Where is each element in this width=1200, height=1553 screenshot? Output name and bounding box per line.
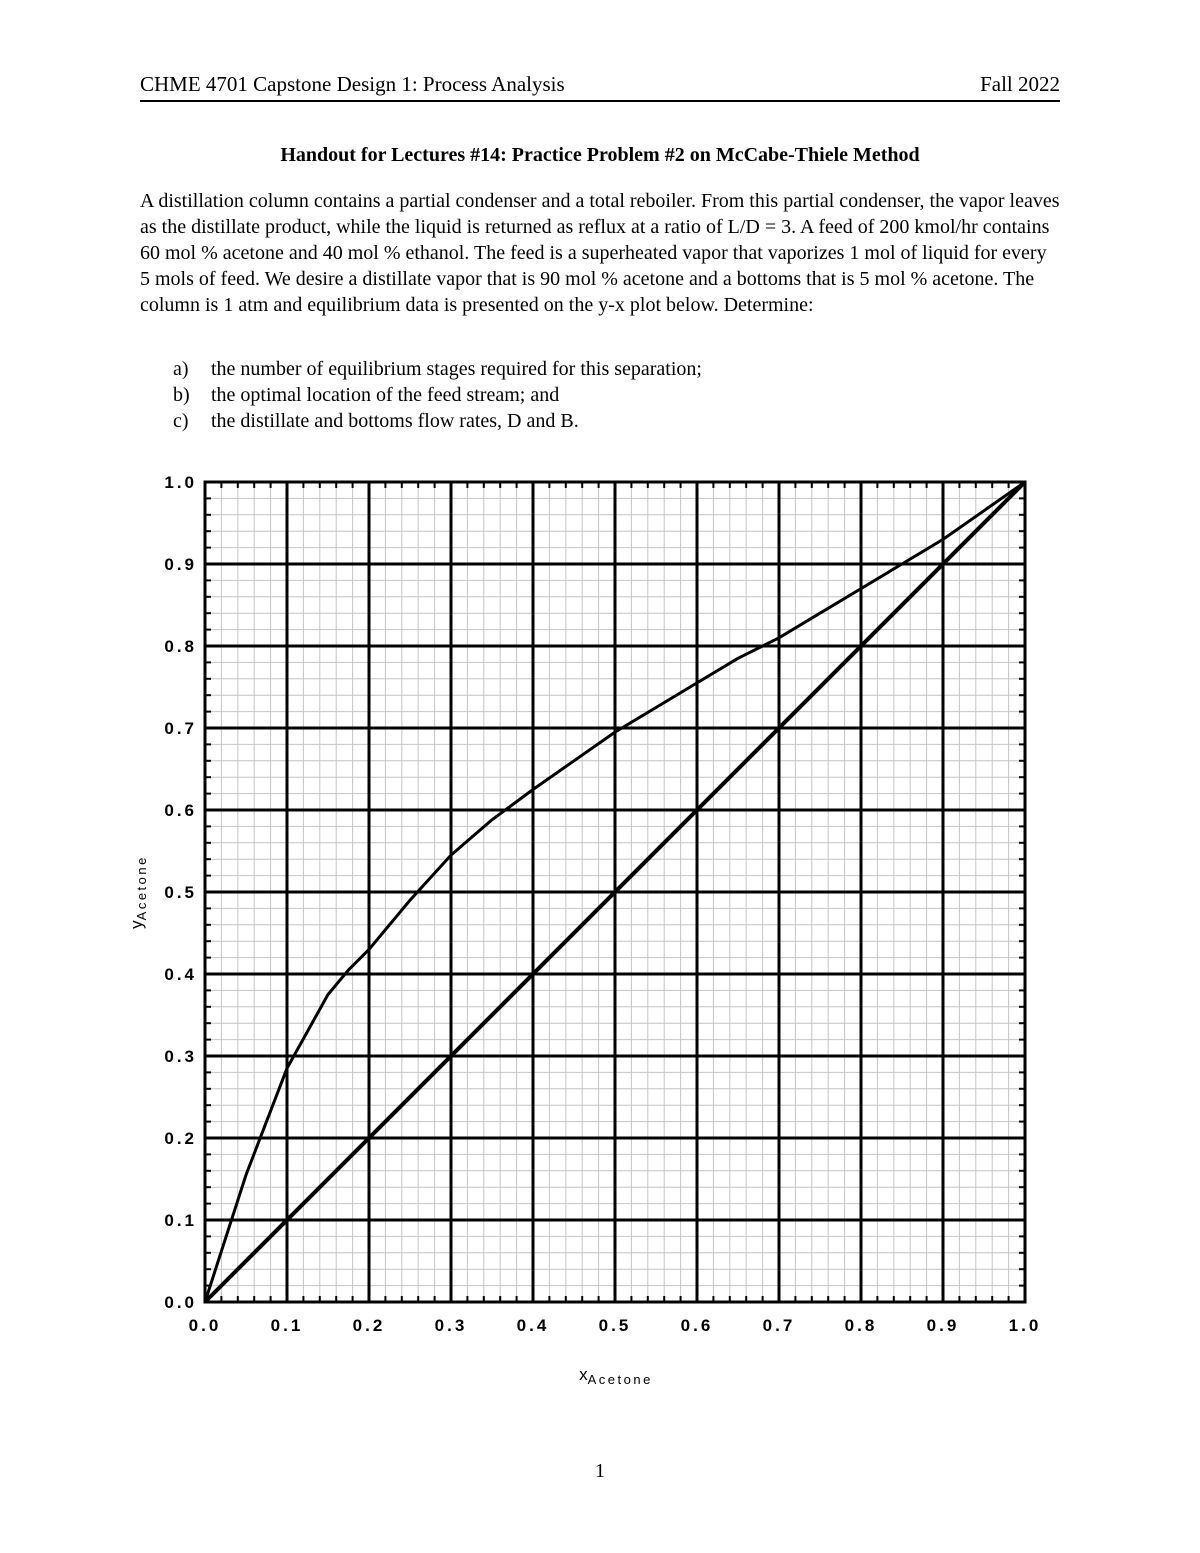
list-item-text: the optimal location of the feed stream; and bbox=[211, 384, 560, 406]
list-item-text: the number of equilibrium stages required for this separation; bbox=[211, 358, 702, 380]
problem-statement: A distillation column contains a partial condenser and a total reboiler. From this partial condenser, the vapor leaves as the distillate product, while the liquid is returned as reflux at a ratio of L/D = 3. A feed of 200 kmol/hr contains 60 mol % acetone and 40 mol % ethanol. The feed is a superheated vapor that vaporizes 1 mol of liquid for every 5 mols of feed. We desire a distillate vapor that is 90 mol % acetone and a bottoms that is 5 mol % acetone. The column is 1 atm and equilibrium data is presented on the y-x plot below. Determine: bbox=[140, 190, 1060, 316]
y-tick-label: 0.4 bbox=[164, 965, 197, 984]
y-axis-label-sub: Acetone bbox=[134, 855, 149, 921]
list-item-text: the distillate and bottoms flow rates, D and B. bbox=[211, 410, 579, 432]
list-marker: b) bbox=[173, 384, 190, 406]
list-item bbox=[173, 382, 702, 408]
x-tick-label: 0.7 bbox=[762, 1316, 796, 1335]
y-tick-label: 1.0 bbox=[164, 473, 197, 492]
y-axis-label-base: y bbox=[127, 920, 146, 929]
y-tick-label: 0.8 bbox=[164, 637, 197, 656]
y-tick-label: 0.6 bbox=[164, 801, 197, 820]
x-tick-label: 0.8 bbox=[844, 1316, 878, 1335]
x-axis-label-base: x bbox=[579, 1365, 588, 1384]
x-tick-label: 0.9 bbox=[926, 1316, 960, 1335]
y-tick-label: 0.3 bbox=[164, 1047, 197, 1066]
y-tick-label: 0.2 bbox=[164, 1129, 197, 1148]
page-header bbox=[140, 72, 1060, 102]
y-tick-label: 0.9 bbox=[164, 555, 197, 574]
y-tick-label: 0.0 bbox=[164, 1293, 197, 1312]
x-tick-label: 0.0 bbox=[188, 1316, 222, 1335]
x-axis-label bbox=[579, 1365, 653, 1387]
x-tick-label: 0.4 bbox=[516, 1316, 550, 1335]
x-tick-label: 1.0 bbox=[1008, 1316, 1042, 1335]
y-tick-label: 0.7 bbox=[164, 719, 197, 738]
task-list bbox=[173, 356, 702, 434]
term-label: Fall 2022 bbox=[980, 72, 1060, 96]
list-item bbox=[173, 408, 702, 434]
course-title: CHME 4701 Capstone Design 1: Process Analysis bbox=[140, 72, 565, 96]
page-number: 1 bbox=[595, 1460, 605, 1482]
x-tick-label: 0.3 bbox=[434, 1316, 468, 1335]
x-tick-label: 0.6 bbox=[680, 1316, 714, 1335]
handout-title: Handout for Lectures #14: Practice Problem #2 on McCabe-Thiele Method bbox=[280, 144, 920, 166]
list-item bbox=[173, 356, 702, 382]
list-marker: a) bbox=[173, 358, 189, 380]
x-tick-label: 0.2 bbox=[352, 1316, 386, 1335]
y-tick-label: 0.1 bbox=[164, 1211, 197, 1230]
xy-equilibrium-chart bbox=[110, 462, 1070, 1402]
list-marker: c) bbox=[173, 410, 189, 432]
x-axis-label-sub: Acetone bbox=[587, 1372, 653, 1387]
y-tick-label: 0.5 bbox=[164, 883, 197, 902]
y-axis-label bbox=[127, 855, 149, 929]
x-tick-label: 0.5 bbox=[598, 1316, 632, 1335]
x-tick-label: 0.1 bbox=[270, 1316, 304, 1335]
